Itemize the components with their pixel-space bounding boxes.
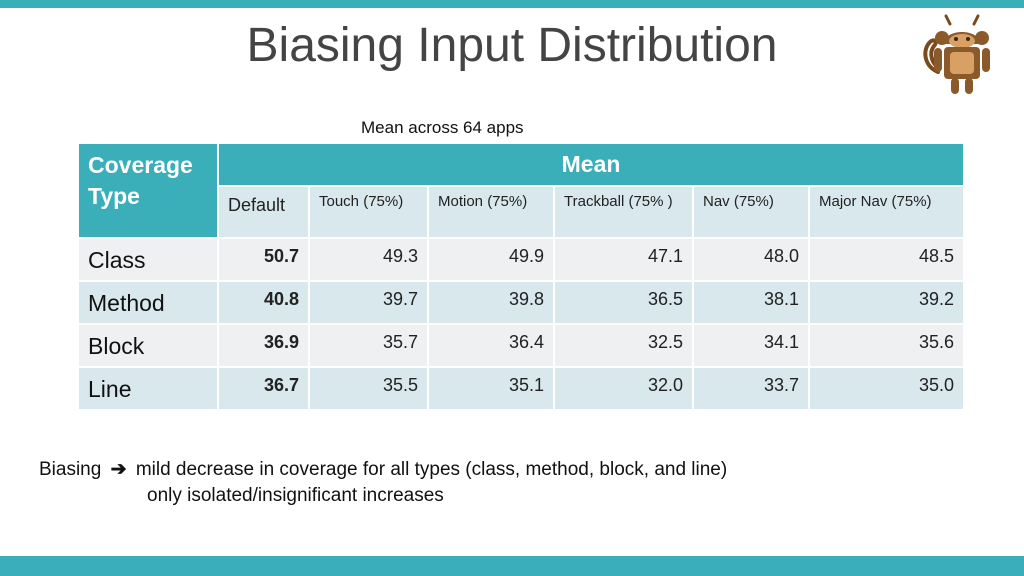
table-header-row	[78, 143, 964, 186]
table-cell: 35.1	[428, 367, 554, 410]
table-row	[78, 281, 964, 324]
table-cell: 36.5	[554, 281, 693, 324]
table-cell: 39.8	[428, 281, 554, 324]
row-label: Block	[78, 324, 218, 367]
row-label: Class	[78, 238, 218, 281]
conclusion-prefix: Biasing	[39, 459, 102, 480]
table-cell: 36.9	[218, 324, 309, 367]
top-accent-bar	[0, 0, 1024, 8]
conclusion-text: mild decrease in coverage for all types (class, method, block, and line)	[135, 459, 728, 480]
table-cell: 39.7	[309, 281, 428, 324]
row-label: Method	[78, 281, 218, 324]
table-cell: 49.3	[309, 238, 428, 281]
row-label: Line	[78, 367, 218, 410]
table-cell: 48.0	[693, 238, 809, 281]
slide-title: Biasing Input Distribution	[246, 19, 778, 72]
column-header: Nav (75%)	[693, 186, 809, 238]
table-cell: 34.1	[693, 324, 809, 367]
column-header: Touch (75%)	[309, 186, 428, 238]
table-caption: Mean across 64 apps	[361, 118, 524, 137]
monkey-android-icon	[922, 14, 1002, 100]
table-cell: 33.7	[693, 367, 809, 410]
table-cell: 35.7	[309, 324, 428, 367]
column-header: Motion (75%)	[428, 186, 554, 238]
table-cell: 38.1	[693, 281, 809, 324]
table-cell: 40.8	[218, 281, 309, 324]
table-cell: 35.0	[809, 367, 964, 410]
table-cell: 49.9	[428, 238, 554, 281]
table-cell: 48.5	[809, 238, 964, 281]
table-cell: 47.1	[554, 238, 693, 281]
column-header: Default	[218, 186, 309, 238]
bottom-accent-bar	[0, 556, 1024, 576]
table-cell: 35.6	[809, 324, 964, 367]
table-cell: 35.5	[309, 367, 428, 410]
table-cell: 36.7	[218, 367, 309, 410]
mean-header: Mean	[218, 143, 964, 186]
column-header: Trackball (75% )	[554, 186, 693, 238]
table-cell: 32.0	[554, 367, 693, 410]
table-row	[78, 324, 964, 367]
table-cell: 36.4	[428, 324, 554, 367]
conclusion-line-1	[39, 458, 727, 481]
table-cell: 39.2	[809, 281, 964, 324]
table-cell: 50.7	[218, 238, 309, 281]
table-row	[78, 367, 964, 410]
conclusion-line-2: only isolated/insignificant increases	[147, 485, 444, 506]
coverage-table	[77, 142, 965, 411]
column-header: Major Nav (75%)	[809, 186, 964, 238]
table-cell: 32.5	[554, 324, 693, 367]
right-arrow-icon: ➔	[110, 459, 127, 480]
table-row	[78, 238, 964, 281]
coverage-type-header: Coverage Type	[78, 143, 218, 238]
